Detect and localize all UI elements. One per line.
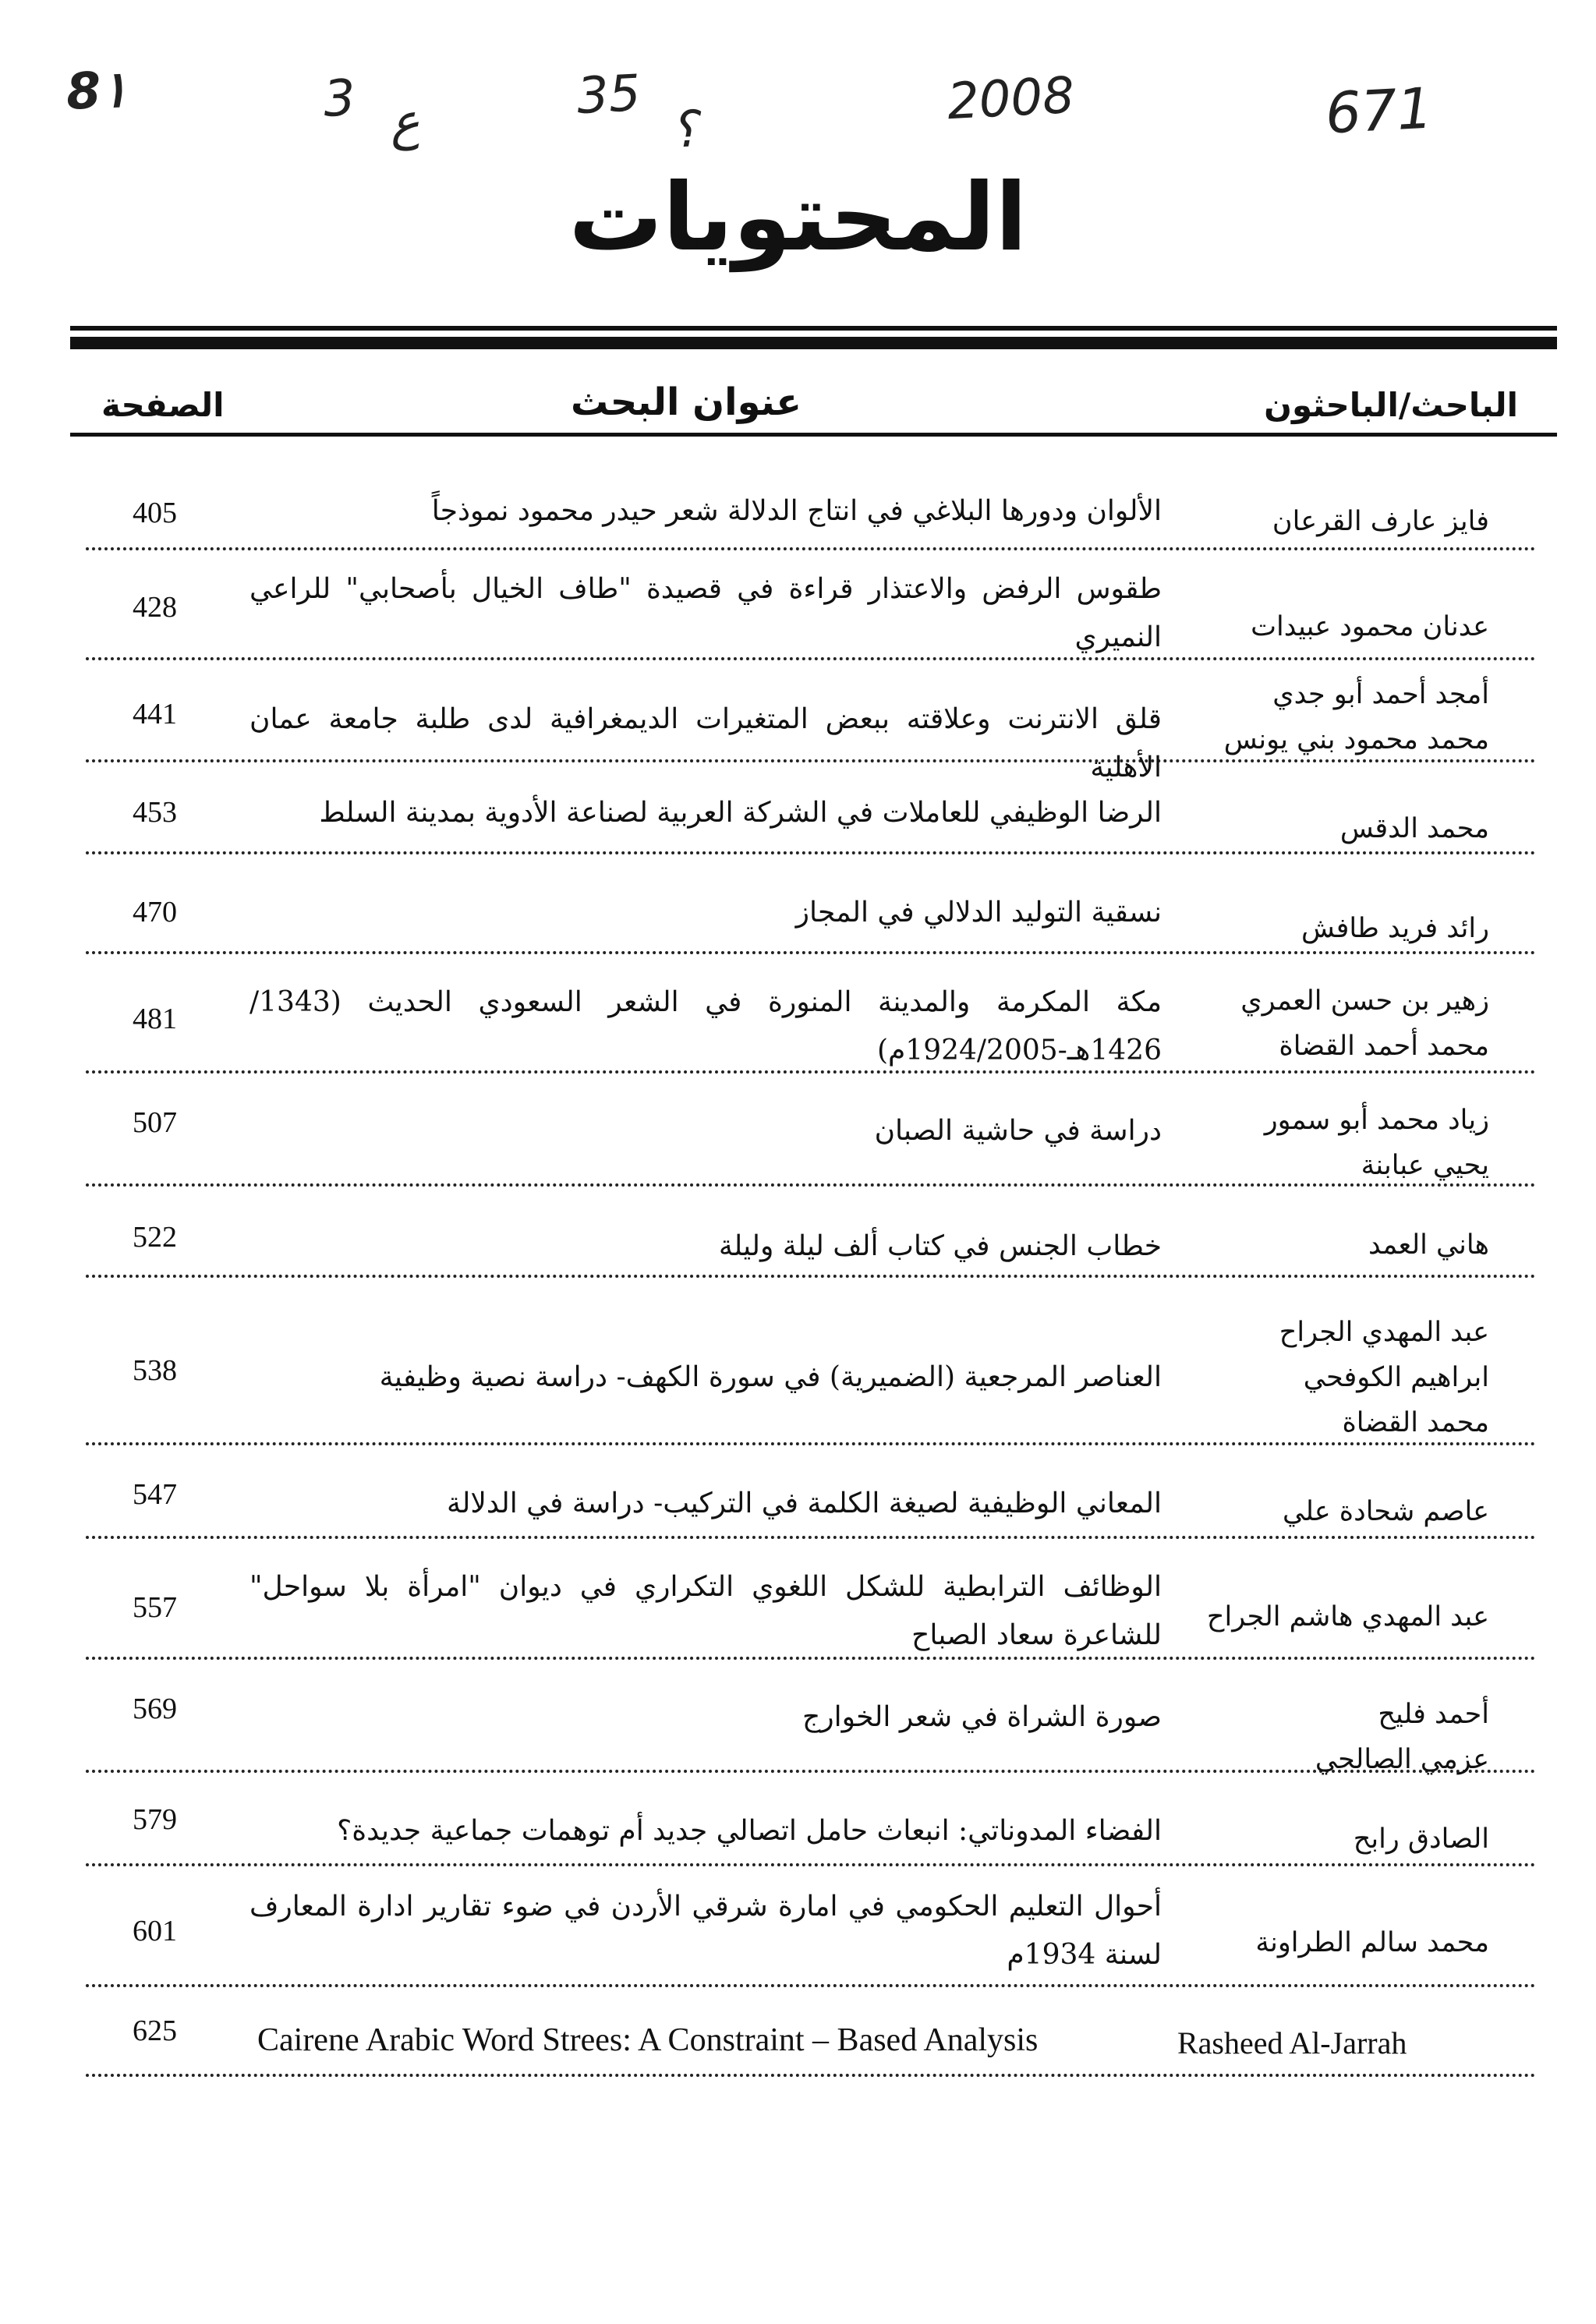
- page-number: 538: [133, 1354, 177, 1387]
- paper-authors: عبد المهدي الجراح ابراهيم الكوفحي محمد القضاة: [1279, 1317, 1489, 1438]
- paper-title: طقوس الرفض والاعتذار قراءة في قصيدة "طاف الخيال بأصحابي" للراعي النميري: [249, 573, 1162, 653]
- paper-authors: محمد الدقس: [1339, 813, 1489, 844]
- handwritten-note: 8١: [65, 60, 129, 122]
- paper-authors: أمجد أحمد أبو جدي محمد محمود بني يونس: [1223, 679, 1489, 755]
- paper-authors: زهير بن حسن العمري محمد أحمد القضاة: [1240, 985, 1489, 1062]
- toc-entry: [86, 1692, 1536, 1773]
- paper-title: الوظائف الترابطية للشكل اللغوي التكراري في ديوان "امرأة بلا سواحل" للشاعرة سعاد الصباح: [249, 1571, 1162, 1651]
- toc-entry: [86, 1310, 1536, 1445]
- toc-entry: [86, 672, 1536, 784]
- toc-entry: [86, 1473, 1536, 1539]
- paper-title: Cairene Arabic Word Strees: A Constraint – Based Analysis: [257, 2022, 1039, 2058]
- handwritten-note: 3: [322, 69, 357, 129]
- toc-entry: [86, 565, 1536, 660]
- page-number: 579: [133, 1803, 177, 1836]
- toc-entry: [86, 1801, 1536, 1866]
- page-number: 453: [133, 796, 177, 829]
- handwritten-page-number: 671: [1323, 75, 1435, 147]
- paper-title: الرضا الوظيفي للعاملات في الشركة العربية لصناعة الأدوية بمدينة السلط: [319, 797, 1162, 829]
- paper-title: صورة الشراة في شعر الخوارج: [802, 1701, 1162, 1733]
- page-number: 557: [133, 1591, 177, 1624]
- paper-authors: Rasheed Al-Jarrah: [1177, 2025, 1407, 2060]
- paper-title: الفضاء المدوناتي: انبعاث حامل اتصالي جديد أم توهمات جماعية جديدة؟: [337, 1815, 1162, 1847]
- paper-authors: زياد محمد أبو سمور يحيي عبابنة: [1264, 1105, 1489, 1181]
- toc-entry: [86, 483, 1536, 550]
- paper-title: خطاب الجنس في كتاب ألف ليلة وليلة: [718, 1230, 1162, 1262]
- toc-entry: [86, 1563, 1536, 1660]
- header-rule-thick: [70, 337, 1557, 349]
- paper-title: الألوان ودورها البلاغي في انتاج الدلالة شعر حيدر محمود نموذجاً: [431, 495, 1162, 527]
- paper-authors: هاني العمد: [1368, 1229, 1489, 1261]
- handwritten-year: 2008: [946, 66, 1076, 132]
- paper-authors: عاصم شحادة علي: [1283, 1496, 1489, 1527]
- handwritten-note: 35: [575, 64, 642, 126]
- page-number: 428: [133, 591, 177, 624]
- page-title: المحتويات: [568, 164, 1028, 272]
- header-rule-top: [70, 326, 1557, 331]
- column-header-page: الصفحة: [101, 386, 225, 424]
- paper-title: العناصر المرجعية (الضميرية) في سورة الكهف- دراسة نصية وظيفية: [379, 1361, 1162, 1393]
- column-header-author: الباحث/الباحثون: [1264, 386, 1518, 424]
- paper-authors: فايز عارف القرعان: [1272, 506, 1489, 537]
- page-number: 625: [133, 2014, 177, 2047]
- handwritten-note: ع: [388, 93, 422, 152]
- page-number: 601: [133, 1915, 177, 1947]
- toc-entry: [86, 1216, 1536, 1278]
- paper-title: أحوال التعليم الحكومي في امارة شرقي الأردن في ضوء تقارير ادارة المعارف لسنة 1934م: [249, 1891, 1162, 1971]
- handwritten-note: ؟: [669, 101, 699, 160]
- paper-authors: أحمد فليح عزمي الصالحي: [1315, 1699, 1489, 1775]
- paper-authors: رائد فريد طافش: [1301, 913, 1489, 944]
- paper-authors: عبد المهدي هاشم الجراح: [1206, 1601, 1489, 1632]
- toc-entry: [86, 1883, 1536, 1987]
- paper-title: دراسة في حاشية الصبان: [874, 1115, 1162, 1147]
- paper-title: قلق الانترنت وعلاقته ببعض المتغيرات الديمغرافية لدى طلبة جامعة عمان الأهلية: [249, 703, 1162, 784]
- page-number: 522: [133, 1221, 177, 1254]
- toc-entry: [86, 978, 1536, 1074]
- page-number: 569: [133, 1693, 177, 1725]
- toc-entry: [86, 1098, 1536, 1187]
- paper-title: مكة المكرمة والمدينة المنورة في الشعر السعودي الحديث (1343/ 1426هـ-1924/2005م): [249, 986, 1162, 1066]
- paper-authors: محمد سالم الطراونة: [1255, 1927, 1489, 1958]
- page-number: 547: [133, 1478, 177, 1511]
- paper-title: نسقية التوليد الدلالي في المجاز: [795, 897, 1162, 929]
- toc-entry: [86, 889, 1536, 954]
- column-header-title: عنوان البحث: [570, 380, 802, 424]
- page-number: 481: [133, 1003, 177, 1035]
- paper-authors: عدنان محمود عبيدات: [1251, 611, 1489, 642]
- page-number: 441: [133, 698, 177, 730]
- paper-authors: الصادق رابح: [1353, 1823, 1489, 1855]
- paper-title: المعاني الوظيفية لصيغة الكلمة في التركيب- دراسة في الدلالة: [447, 1487, 1162, 1519]
- column-header-rule: [70, 433, 1557, 437]
- toc-entry: [86, 789, 1536, 854]
- page-number: 405: [133, 497, 177, 529]
- page-number: 470: [133, 896, 177, 929]
- toc-entry: [86, 2010, 1536, 2077]
- page-number: 507: [133, 1106, 177, 1139]
